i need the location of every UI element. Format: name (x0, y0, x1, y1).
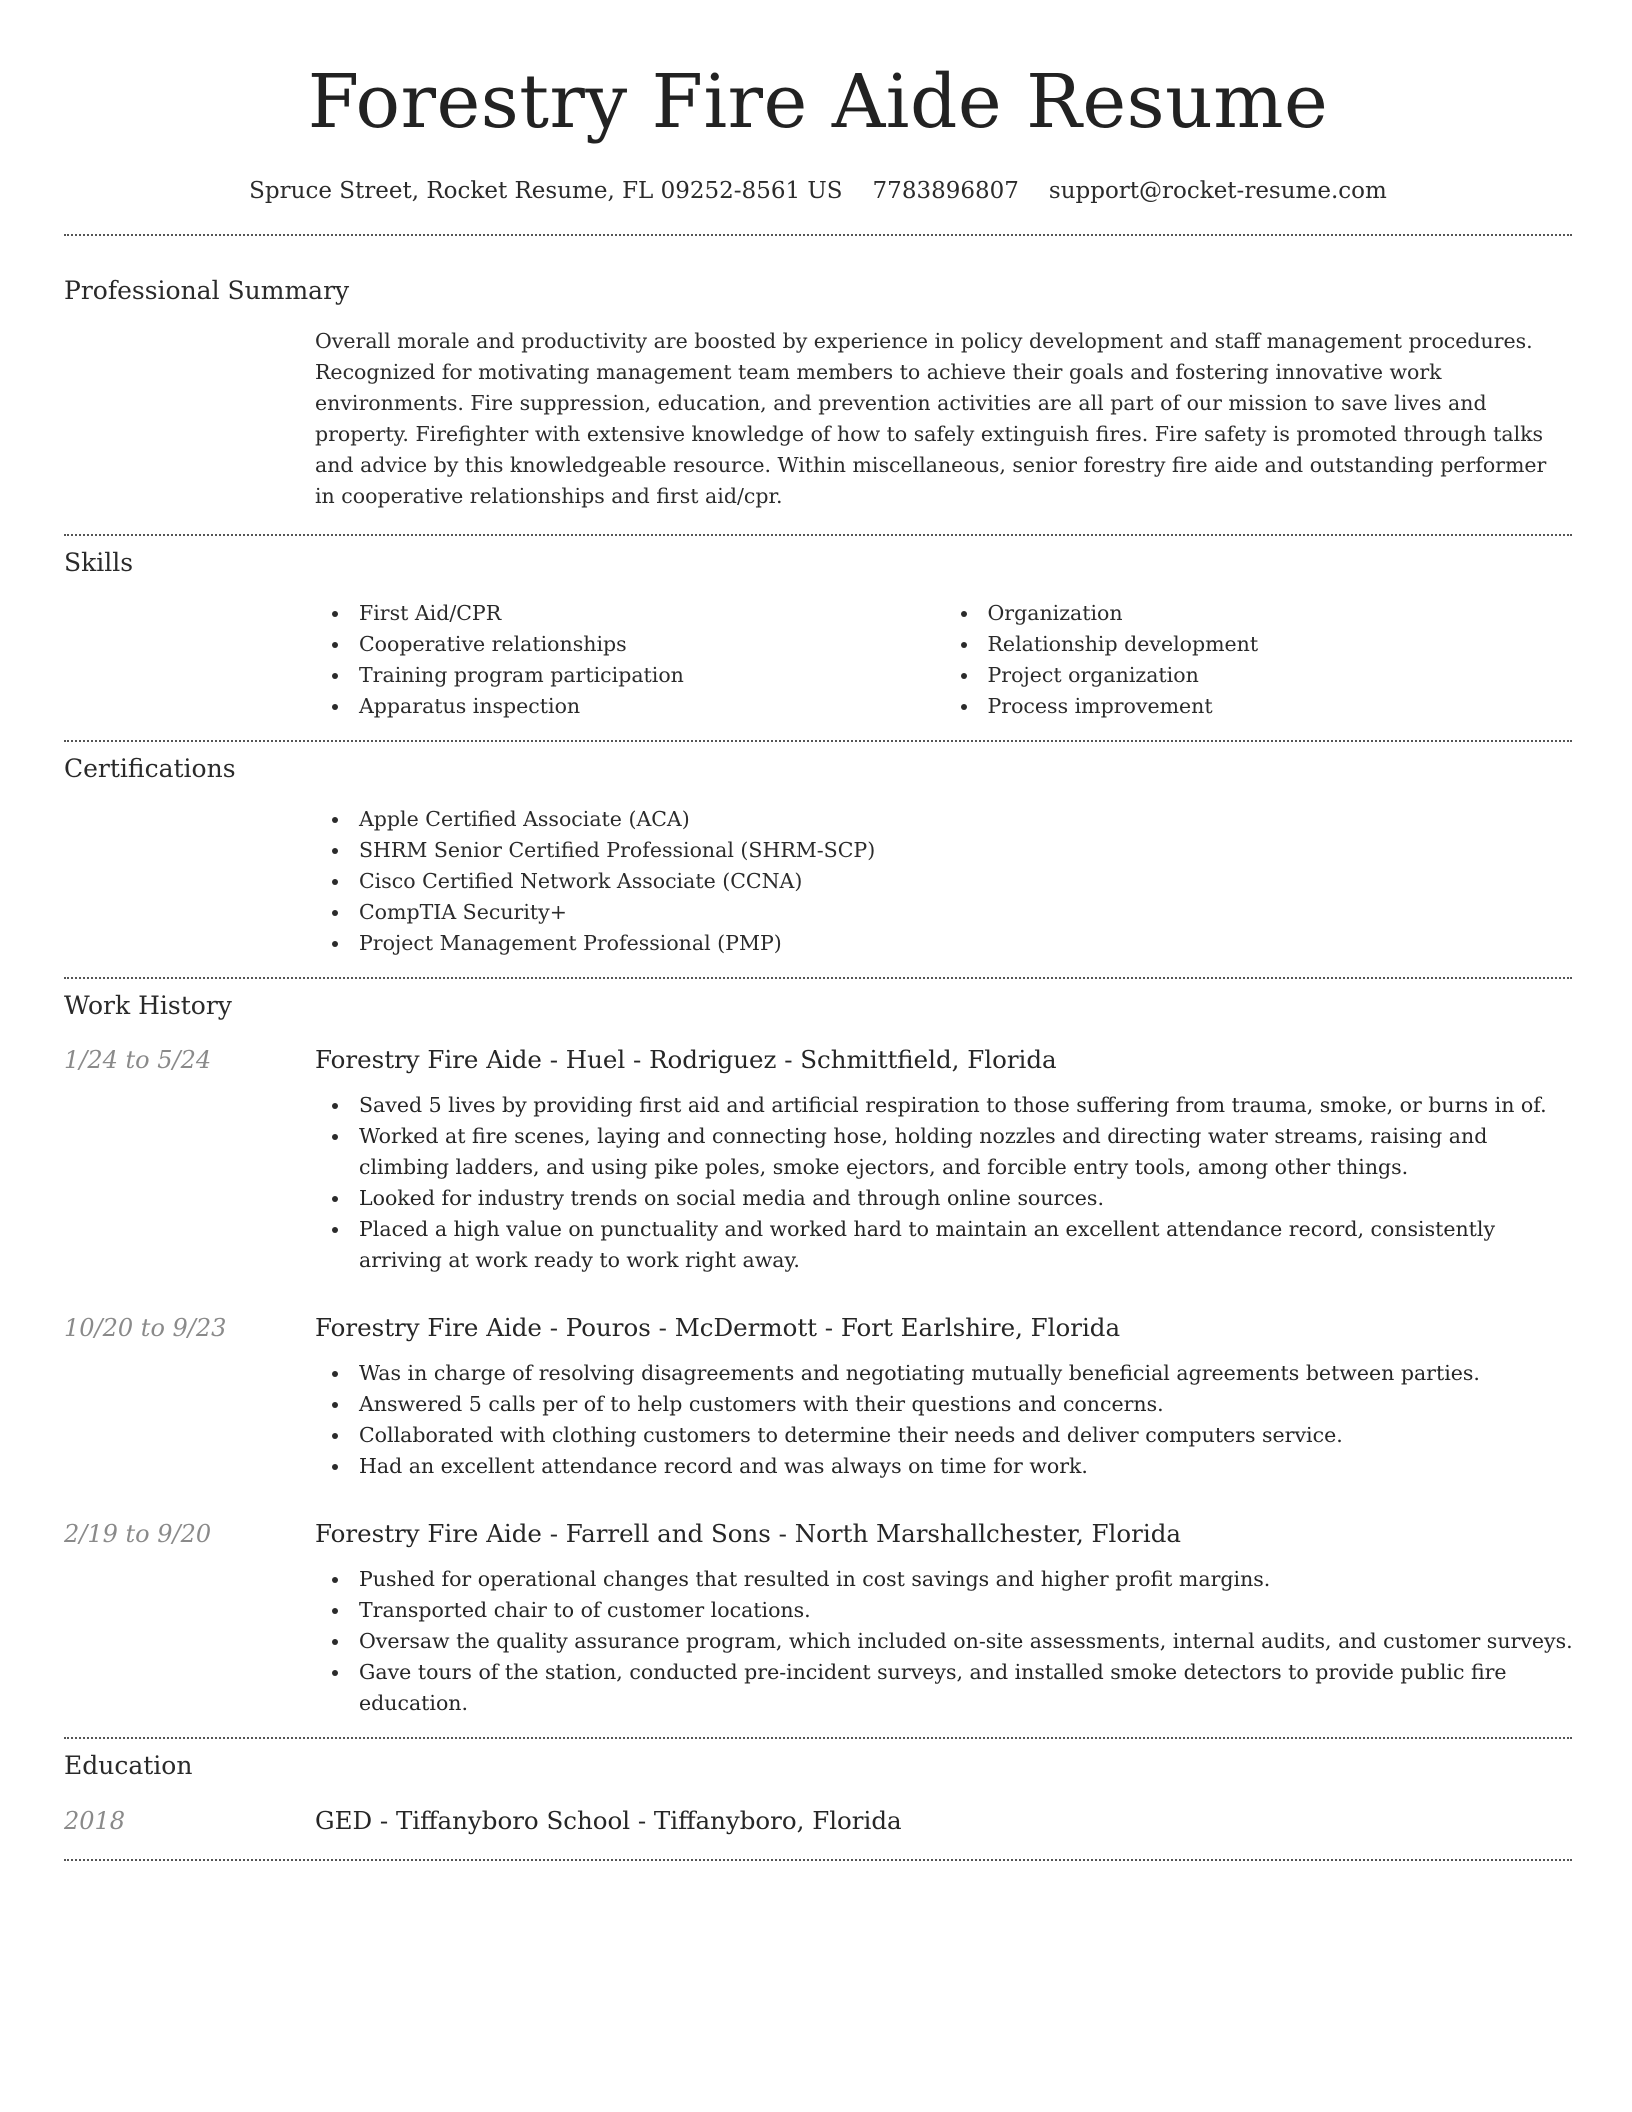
skills-heading: Skills (64, 548, 134, 577)
skill-item: Training program participation (359, 660, 944, 691)
job-bullet: Was in charge of resolving disagreements and negotiating mutually beneficial agreements between parties. (359, 1358, 1572, 1389)
certification-item: CompTIA Security+ (359, 897, 1572, 928)
resume-title: Forestry Fire Aide Resume (307, 59, 1329, 145)
job-date: 10/20 to 9/23 (64, 1314, 227, 1342)
job-bullet: Transported chair to of customer locations. (359, 1595, 1572, 1626)
job-title: Forestry Fire Aide - Huel - Rodriguez - Schmittfield, Florida (315, 1045, 1057, 1074)
job-bullet: Pushed for operational changes that resulted in cost savings and higher profit margins. (359, 1564, 1572, 1595)
certifications-list (315, 804, 1572, 959)
job-bullets (315, 1090, 1572, 1276)
skills-section (64, 536, 1572, 722)
skill-item: Apparatus inspection (359, 691, 944, 722)
job-bullet: Collaborated with clothing customers to determine their needs and deliver computers service. (359, 1420, 1572, 1451)
job-bullet: Gave tours of the station, conducted pre-incident surveys, and installed smoke detectors to provide public fire education. (359, 1657, 1572, 1719)
job-bullet: Saved 5 lives by providing first aid and artificial respiration to those suffering from trauma, smoke, or burns in of. (359, 1090, 1572, 1121)
contact-phone: 7783896807 (872, 178, 1019, 204)
education-title: GED - Tiffanyboro School - Tiffanyboro, Florida (315, 1806, 902, 1835)
skill-item: Relationship development (988, 629, 1573, 660)
job-entry (64, 1310, 1572, 1482)
job-bullet: Looked for industry trends on social media and through online sources. (359, 1183, 1572, 1214)
certifications-section (64, 742, 1572, 959)
skills-list-left (315, 598, 944, 722)
job-date: 1/24 to 5/24 (64, 1046, 212, 1074)
work-history-section (64, 979, 1572, 1719)
job-title: Forestry Fire Aide - Pouros - McDermott - Fort Earlshire, Florida (315, 1313, 1121, 1342)
job-bullet: Oversaw the quality assurance program, which included on-site assessments, internal audits, and customer surveys. (359, 1626, 1572, 1657)
job-bullets (315, 1564, 1572, 1719)
skill-item: First Aid/CPR (359, 598, 944, 629)
skill-item: Project organization (988, 660, 1573, 691)
job-bullets (315, 1358, 1572, 1482)
certifications-heading: Certifications (64, 754, 236, 783)
skill-item: Cooperative relationships (359, 629, 944, 660)
work-history-heading: Work History (64, 991, 232, 1020)
summary-text: Overall morale and productivity are boosted by experience in policy development and staff management procedures. Recognized for motivating management team members to achieve their goals and fostering innovative work environments. Fire suppression, education, and prevention activities are all part of our mission to save lives and property. Firefighter with extensive knowledge of how to safely extinguish fires. Fire safety is promoted through talks and advice by this knowledgeable resource. Within miscellaneous, senior forestry fire aide and outstanding performer in cooperative relationships and first aid/cpr. (315, 329, 1547, 508)
summary-heading: Professional Summary (64, 276, 350, 305)
certification-item: SHRM Senior Certified Professional (SHRM-SCP) (359, 835, 1572, 866)
education-entry (64, 1803, 1572, 1839)
skill-item: Organization (988, 598, 1573, 629)
job-date: 2/19 to 9/20 (64, 1520, 212, 1548)
job-entry (64, 1042, 1572, 1276)
skill-item: Process improvement (988, 691, 1573, 722)
resume-page (64, 0, 1572, 1861)
education-date: 2018 (64, 1807, 126, 1835)
job-bullet: Worked at fire scenes, laying and connecting hose, holding nozzles and directing water streams, raising and climbing ladders, and using pike poles, smoke ejectors, and forcible entry tools, among other things. (359, 1121, 1572, 1183)
summary-section (64, 236, 1572, 512)
job-bullet: Placed a high value on punctuality and worked hard to maintain an excellent attendance record, consistently arriving at work ready to work right away. (359, 1214, 1572, 1276)
certification-item: Apple Certified Associate (ACA) (359, 804, 1572, 835)
skills-list-right (944, 598, 1573, 722)
job-entry (64, 1516, 1572, 1719)
contact-email: support@rocket-resume.com (1048, 178, 1387, 204)
education-section (64, 1739, 1572, 1839)
certification-item: Cisco Certified Network Associate (CCNA) (359, 866, 1572, 897)
job-bullet: Had an excellent attendance record and was always on time for work. (359, 1451, 1572, 1482)
certification-item: Project Management Professional (PMP) (359, 928, 1572, 959)
job-bullet: Answered 5 calls per of to help customers with their questions and concerns. (359, 1389, 1572, 1420)
job-title: Forestry Fire Aide - Farrell and Sons - North Marshallchester, Florida (315, 1519, 1181, 1548)
education-heading: Education (64, 1751, 193, 1780)
contact-line (64, 172, 1572, 210)
divider (64, 1859, 1572, 1861)
contact-address: Spruce Street, Rocket Resume, FL 09252-8561 US (249, 178, 843, 204)
